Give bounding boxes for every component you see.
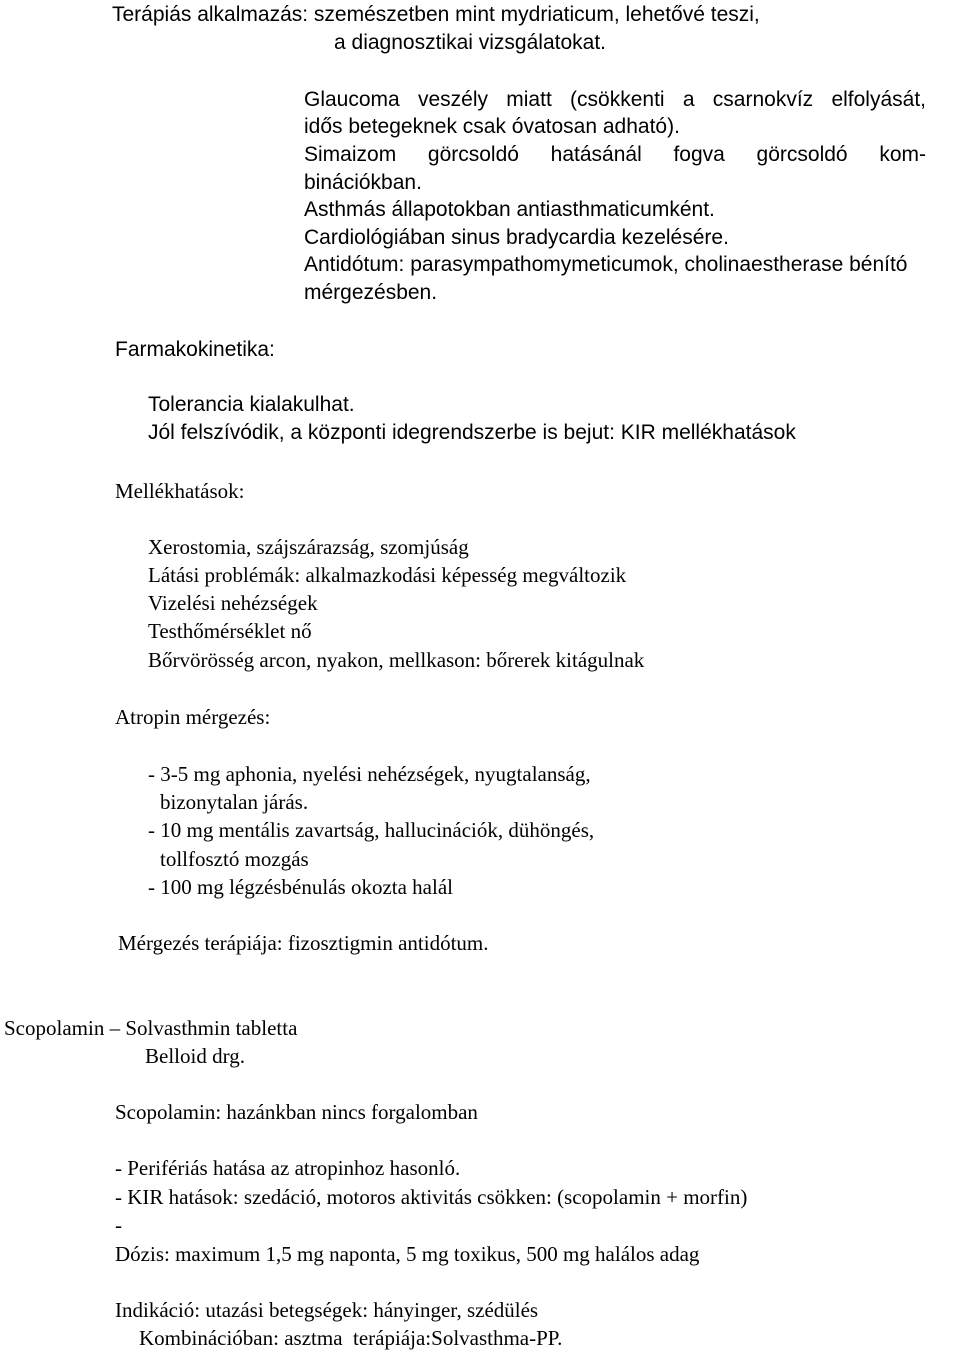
scopolamine-combination: Kombinációban: asztma terápiája:Solvasthma-PP. bbox=[139, 1326, 563, 1350]
scopolamine-title-continuation: Belloid drg. bbox=[145, 1044, 245, 1068]
pharmacokinetics-heading: Farmakokinetika: bbox=[115, 338, 275, 361]
therapy-item: idős betegeknek csak óvatosan adható). bbox=[304, 115, 680, 138]
side-effect-item: Bőrvörösség arcon, nyakon, mellkason: bőrerek kitágulnak bbox=[148, 648, 645, 672]
therapy-heading-continuation: a diagnosztikai vizsgálatokat. bbox=[334, 31, 606, 54]
scopolamine-title: Scopolamin – Solvasthmin tabletta bbox=[4, 1016, 298, 1040]
side-effect-item: Testhőmérséklet nő bbox=[148, 619, 312, 643]
scopolamine-note: Scopolamin: hazánkban nincs forgalomban bbox=[115, 1100, 478, 1124]
side-effect-item: Látási problémák: alkalmazkodási képesség megváltozik bbox=[148, 563, 627, 587]
therapy-item: binációkban. bbox=[304, 171, 422, 194]
pharmacokinetics-line: Tolerancia kialakulhat. bbox=[148, 393, 355, 416]
poisoning-line: tollfosztó mozgás bbox=[160, 847, 309, 871]
scopolamine-effect: - Perifériás hatása az atropinhoz hasonló. bbox=[115, 1156, 461, 1180]
therapy-item: Asthmás állapotokban antiasthmaticumként. bbox=[304, 198, 715, 221]
therapy-item: mérgezésben. bbox=[304, 281, 438, 304]
therapy-item: Glaucoma veszély miatt (csökkenti a csarnokvíz elfolyását, bbox=[304, 88, 926, 111]
therapy-item: Simaizom görcsoldó hatásánál fogva görcsoldó kom- bbox=[304, 143, 926, 166]
scopolamine-effect: - bbox=[115, 1213, 122, 1237]
poisoning-line: - 100 mg légzésbénulás okozta halál bbox=[148, 875, 453, 899]
poisoning-therapy: Mérgezés terápiája: fizosztigmin antidótum. bbox=[118, 931, 489, 955]
therapy-item: Antidótum: parasympathomymeticumok, cholinaestherase bénító bbox=[304, 253, 908, 276]
scopolamine-dose: Dózis: maximum 1,5 mg naponta, 5 mg toxikus, 500 mg halálos adag bbox=[115, 1242, 700, 1266]
scopolamine-indication: Indikáció: utazási betegségek: hányinger, szédülés bbox=[115, 1298, 539, 1322]
scopolamine-effect: - KIR hatások: szedáció, motoros aktivitás csökken: (scopolamin + morfin) bbox=[115, 1185, 748, 1209]
side-effect-item: Xerostomia, szájszárazság, szomjúság bbox=[148, 535, 469, 559]
poisoning-line: bizonytalan járás. bbox=[160, 790, 309, 814]
side-effects-heading: Mellékhatások: bbox=[115, 479, 245, 503]
therapy-heading: Terápiás alkalmazás: szemészetben mint mydriaticum, lehetővé teszi, bbox=[112, 3, 760, 26]
poisoning-heading: Atropin mérgezés: bbox=[115, 705, 271, 729]
poisoning-line: - 10 mg mentális zavartság, hallucinációk, dühöngés, bbox=[148, 818, 595, 842]
poisoning-line: - 3-5 mg aphonia, nyelési nehézségek, nyugtalanság, bbox=[148, 762, 591, 786]
side-effect-item: Vizelési nehézségek bbox=[148, 591, 318, 615]
pharmacokinetics-line: Jól felszívódik, a központi idegrendszerbe is bejut: KIR mellékhatások bbox=[148, 421, 796, 444]
therapy-item: Cardiológiában sinus bradycardia kezelésére. bbox=[304, 226, 729, 249]
